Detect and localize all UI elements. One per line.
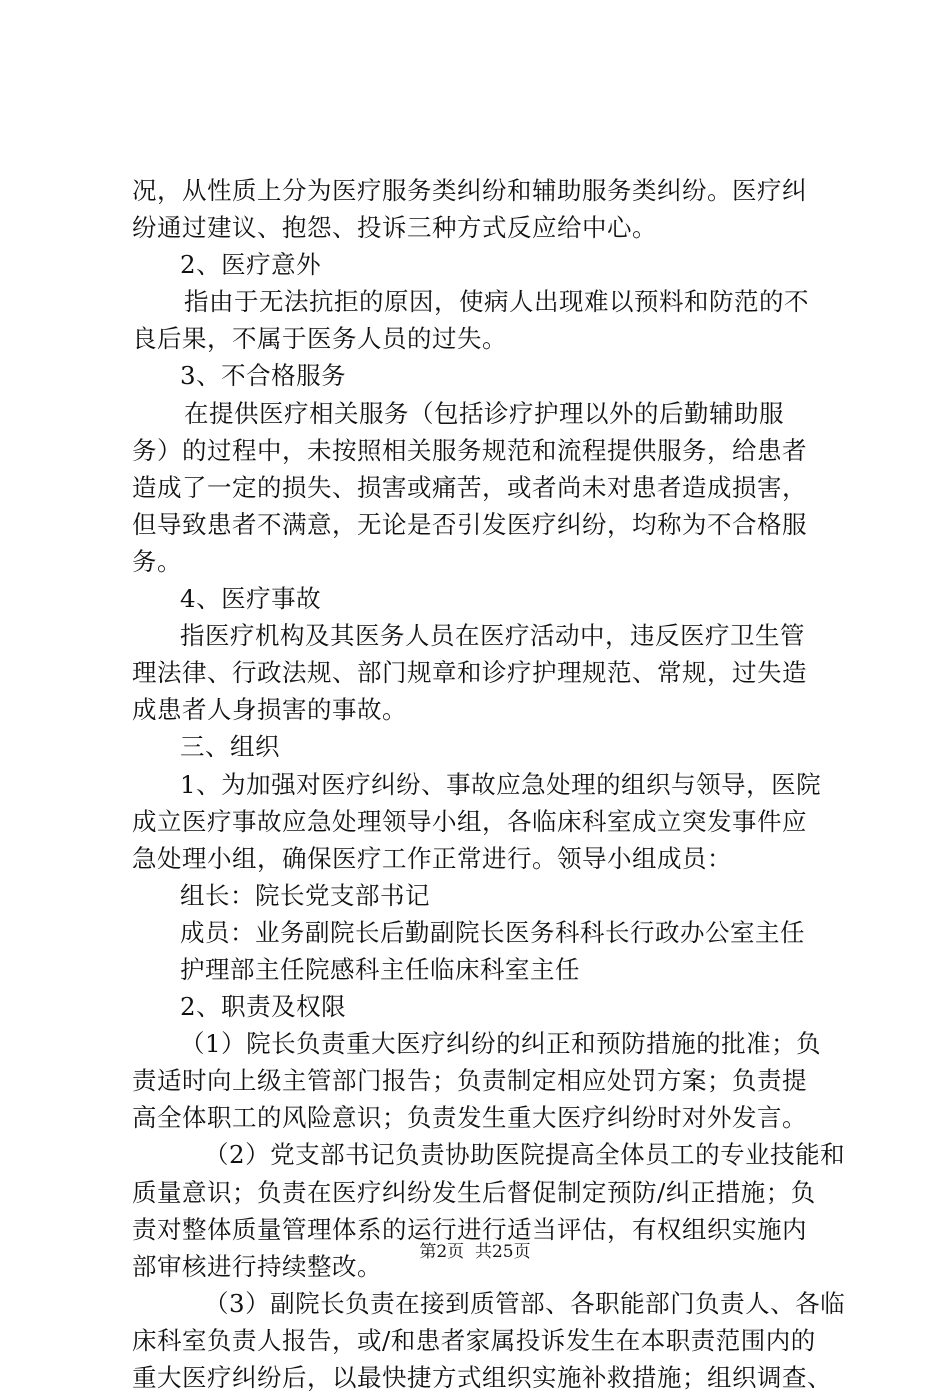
page-footer — [0, 1240, 950, 1264]
text-line: 务。 — [132, 546, 182, 576]
text-line: （3）副院长负责在接到质管部、各职能部门负责人、各临 — [204, 1288, 846, 1318]
text-line: 急处理小组，确保医疗工作正常进行。领导小组成员： — [132, 843, 732, 873]
text-line: 指由于无法抗拒的原因，使病人出现难以预料和防范的不 — [184, 287, 809, 317]
text-line: 良后果，不属于医务人员的过失。 — [132, 324, 507, 354]
section-heading: 2、职责及权限 — [180, 992, 347, 1022]
text-line: 成患者人身损害的事故。 — [132, 695, 407, 725]
text-line: 高全体职工的风险意识；负责发生重大医疗纠纷时对外发言。 — [132, 1103, 807, 1133]
text-line: 1、为加强对医疗纠纷、事故应急处理的组织与领导，医院 — [180, 769, 822, 799]
page-number-label: 第2页 共25页 — [419, 1242, 531, 1262]
section-heading: 4、医疗事故 — [180, 584, 322, 614]
section-heading: 三、组织 — [180, 732, 280, 762]
text-line: （2）党支部书记负责协助医院提高全体员工的专业技能和 — [204, 1140, 846, 1170]
text-line: 责对整体质量管理体系的运行进行适当评估，有权组织实施内 — [132, 1214, 807, 1244]
text-line: 纷通过建议、抱怨、投诉三种方式反应给中心。 — [132, 213, 657, 243]
text-line: 成立医疗事故应急处理领导小组，各临床科室成立突发事件应 — [132, 806, 807, 836]
text-line: 务）的过程中，未按照相关服务规范和流程提供服务，给患者 — [132, 435, 807, 465]
text-line: 床科室负责人报告，或/和患者家属投诉发生在本职责范围内的 — [132, 1325, 816, 1355]
section-heading: 3、不合格服务 — [180, 361, 347, 391]
text-line: 指医疗机构及其医务人员在医疗活动中，违反医疗卫生管 — [180, 621, 805, 651]
document-body — [132, 172, 852, 1396]
text-line: 责适时向上级主管部门报告；负责制定相应处罚方案；负责提 — [132, 1066, 807, 1096]
text-line: 护理部主任院感科主任临床科室主任 — [180, 954, 580, 984]
text-line: 重大医疗纠纷后，以最快捷方式组织实施补救措施；组织调查、 — [132, 1363, 832, 1392]
text-line: 但导致患者不满意，无论是否引发医疗纠纷，均称为不合格服 — [132, 509, 807, 539]
text-line: 在提供医疗相关服务（包括诊疗护理以外的后勤辅助服 — [184, 398, 784, 428]
section-heading: 2、医疗意外 — [180, 250, 322, 280]
text-line: 质量意识；负责在医疗纠纷发生后督促制定预防/纠正措施；负 — [132, 1177, 816, 1207]
text-line: （1）院长负责重大医疗纠纷的纠正和预防措施的批准；负 — [180, 1029, 822, 1059]
text-line: 组长：院长党支部书记 — [180, 880, 430, 910]
text-line: 成员：业务副院长后勤副院长医务科科长行政办公室主任 — [180, 917, 805, 947]
text-line: 部审核进行持续整改。 — [132, 1251, 382, 1281]
text-line: 造成了一定的损失、损害或痛苦，或者尚未对患者造成损害， — [132, 472, 807, 502]
text-line: 况，从性质上分为医疗服务类纠纷和辅助服务类纠纷。医疗纠 — [132, 176, 807, 205]
text-line: 理法律、行政法规、部门规章和诊疗护理规范、常规，过失造 — [132, 658, 807, 688]
